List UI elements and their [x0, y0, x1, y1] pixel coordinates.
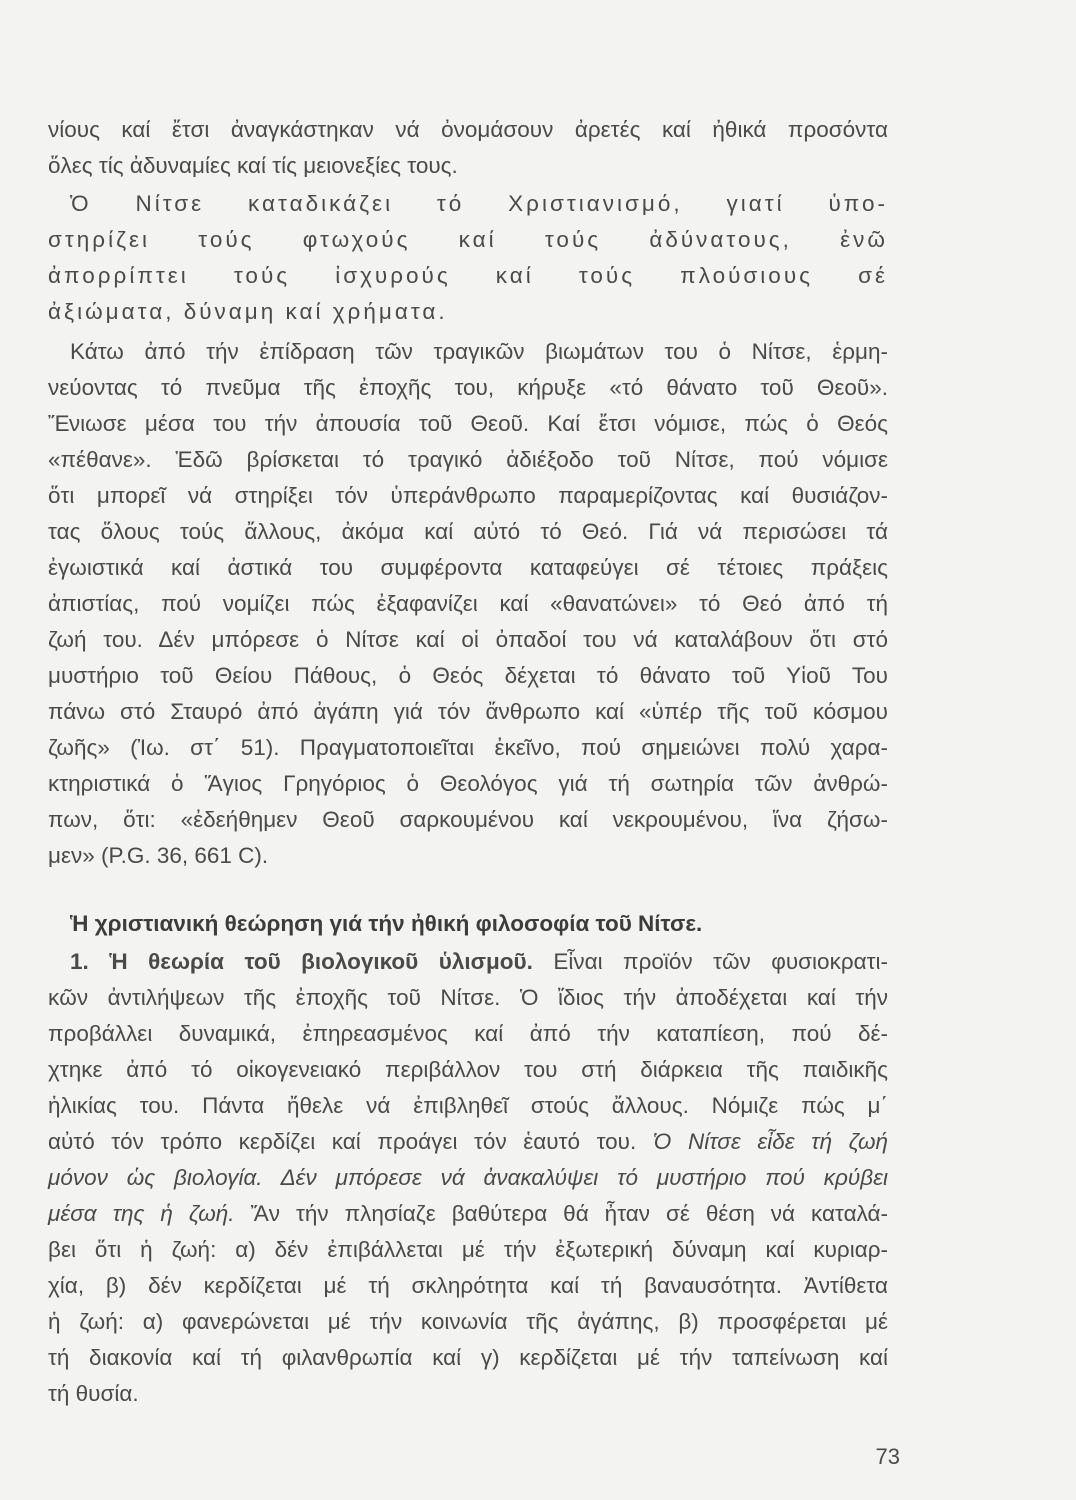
text-line: Κάτω ἀπό τήν ἐπίδραση τῶν τραγικῶν βιωμάτων του ὁ Νίτσε, ἑρμη- — [70, 339, 888, 364]
text-line: ἀπορρίπτει τούς ἰσχυρούς καί τούς πλούσιους σέ — [48, 263, 888, 288]
text-line: ἀπιστίας, πού νομίζει πώς ἐξαφανίζει καί «θανατώνει» τό Θεό ἀπό τή — [48, 591, 888, 616]
text-line: χτηκε ἀπό τό οἰκογενειακό περιβάλλον του στή διάρκεια τῆς παιδικῆς — [48, 1057, 888, 1082]
text-run: Εἶναι προϊόν τῶν φυσιοκρατι- — [532, 949, 889, 974]
text-line: ἡλικίας του. Πάντα ἤθελε νά ἐπιβληθεῖ στούς ἄλλους. Νόμιζε πώς μ΄ — [48, 1093, 888, 1118]
page-number: 73 — [875, 1444, 900, 1469]
text-line: μεν» (P.G. 36, 661 C). — [48, 843, 269, 868]
text-line: χία, β) δέν κερδίζεται μέ τή σκληρότητα καί τή βαναυσότητα. Ἀντίθετα — [48, 1273, 888, 1298]
text-line: τας ὅλους τούς ἄλλους, ἀκόμα καί αὐτό τό Θεό. Γιά νά περισώσει τά — [48, 519, 888, 544]
text-line: ζωή του. Δέν μπόρεσε ὁ Νίτσε καί οἱ ὀπαδοί του νά καταλάβουν ὅτι στό — [48, 627, 888, 652]
text-line: βει ὅτι ἡ ζωή: α) δέν ἐπιβάλλεται μέ τήν ἐξωτερική δύναμη καί κυριαρ- — [48, 1237, 888, 1262]
text-run: Ἄν τήν πλησίαζε βαθύτερα θά ἦταν σέ θέση νά καταλά- — [234, 1201, 889, 1226]
text-line: προβάλλει δυναμικά, ἐπηρεασμένος καί ἀπό τήν καταπίεση, πού δέ- — [48, 1021, 888, 1046]
text-line: ἡ ζωή: α) φανερώνεται μέ τήν κοινωνία τῆς ἀγάπης, β) προσφέρεται μέ — [48, 1309, 888, 1334]
text-line: «πέθανε». Ἐδῶ βρίσκεται τό τραγικό ἀδιέξοδο τοῦ Νίτσε, πού νόμισε — [48, 447, 888, 472]
text-line: ζωῆς» (Ἰω. στ΄ 51). Πραγματοποιεῖται ἐκεῖνο, πού σημειώνει πολύ χαρα- — [48, 735, 888, 760]
italic-run: Ὁ Νίτσε εἶδε τή ζωή — [652, 1129, 888, 1154]
text-line: κῶν ἀντιλήψεων τῆς ἐποχῆς τοῦ Νίτσε. Ὁ ἴδιος τήν ἀποδέχεται καί τήν — [48, 985, 888, 1010]
text-line: μυστήριο τοῦ Θείου Πάθους, ὁ Θεός δέχεται τό θάνατο τοῦ Υἱοῦ Του — [48, 663, 888, 688]
text-line: πάνω στό Σταυρό ἀπό ἀγάπη γιά τόν ἄνθρωπο καί «ὑπέρ τῆς τοῦ κόσμου — [48, 699, 888, 724]
text-line: ὅτι μπορεῖ νά στηρίξει τόν ὑπεράνθρωπο παραμερίζοντας καί θυσιάζον- — [48, 483, 888, 508]
text-line: ἐγωιστικά καί ἀστικά του συμφέροντα καταφεύγει σέ τέτοιες πράξεις — [48, 555, 888, 580]
text-line: Ὁ Νίτσε καταδικάζει τό Χριστιανισμό, γιατί ὑπο- — [70, 191, 888, 216]
text-line — [48, 1196, 888, 1232]
italic-run: μέσα της ἡ ζωή. — [48, 1201, 235, 1226]
subsection-first-line — [70, 944, 888, 980]
text-run: αὐτό τόν τρόπο κερδίζει καί προάγει τόν ἑαυτό του. — [48, 1129, 653, 1154]
text-line: ὅλες τίς ἀδυναμίες καί τίς μειονεξίες τους. — [48, 153, 458, 178]
text-line: τή διακονία καί τή φιλανθρωπία καί γ) κερδίζεται μέ τήν ταπείνωση καί — [48, 1345, 888, 1370]
text-line — [48, 1124, 888, 1160]
text-line: πων, ὅτι: «ἐδεήθημεν Θεοῦ σαρκουμένου καί νεκρουμένου, ἵνα ζήσω- — [48, 807, 888, 832]
text-line: κτηριστικά ὁ Ἅγιος Γρηγόριος ὁ Θεολόγος γιά τή σωτηρία τῶν ἀνθρώ- — [48, 771, 888, 796]
text-line: ἀξιώματα, δύναμη καί χρήματα. — [48, 299, 448, 324]
subsection-title: 1. Ἡ θεωρία τοῦ βιολογικοῦ ὑλισμοῦ. — [70, 949, 533, 974]
text-line: τή θυσία. — [48, 1381, 139, 1406]
text-line: νίους καί ἔτσι ἀναγκάστηκαν νά ὀνομάσουν ἀρετές καί ἠθικά προσόντα — [48, 117, 888, 142]
section-heading: Ἡ χριστιανική θεώρηση γιά τήν ἠθική φιλοσοφία τοῦ Νίτσε. — [70, 911, 703, 936]
text-line: στηρίζει τούς φτωχούς καί τούς ἀδύνατους, ἐνῶ — [48, 227, 888, 252]
text-line: μόνον ὡς βιολογία. Δέν μπόρεσε νά ἀνακαλύψει τό μυστήριο πού κρύβει — [48, 1165, 888, 1190]
text-line: Ἔνιωσε μέσα του τήν ἀπουσία τοῦ Θεοῦ. Καί ἔτσι νόμισε, πώς ὁ Θεός — [48, 411, 888, 436]
text-line: νεύοντας τό πνεῦμα τῆς ἐποχῆς του, κήρυξε «τό θάνατο τοῦ Θεοῦ». — [48, 375, 888, 400]
